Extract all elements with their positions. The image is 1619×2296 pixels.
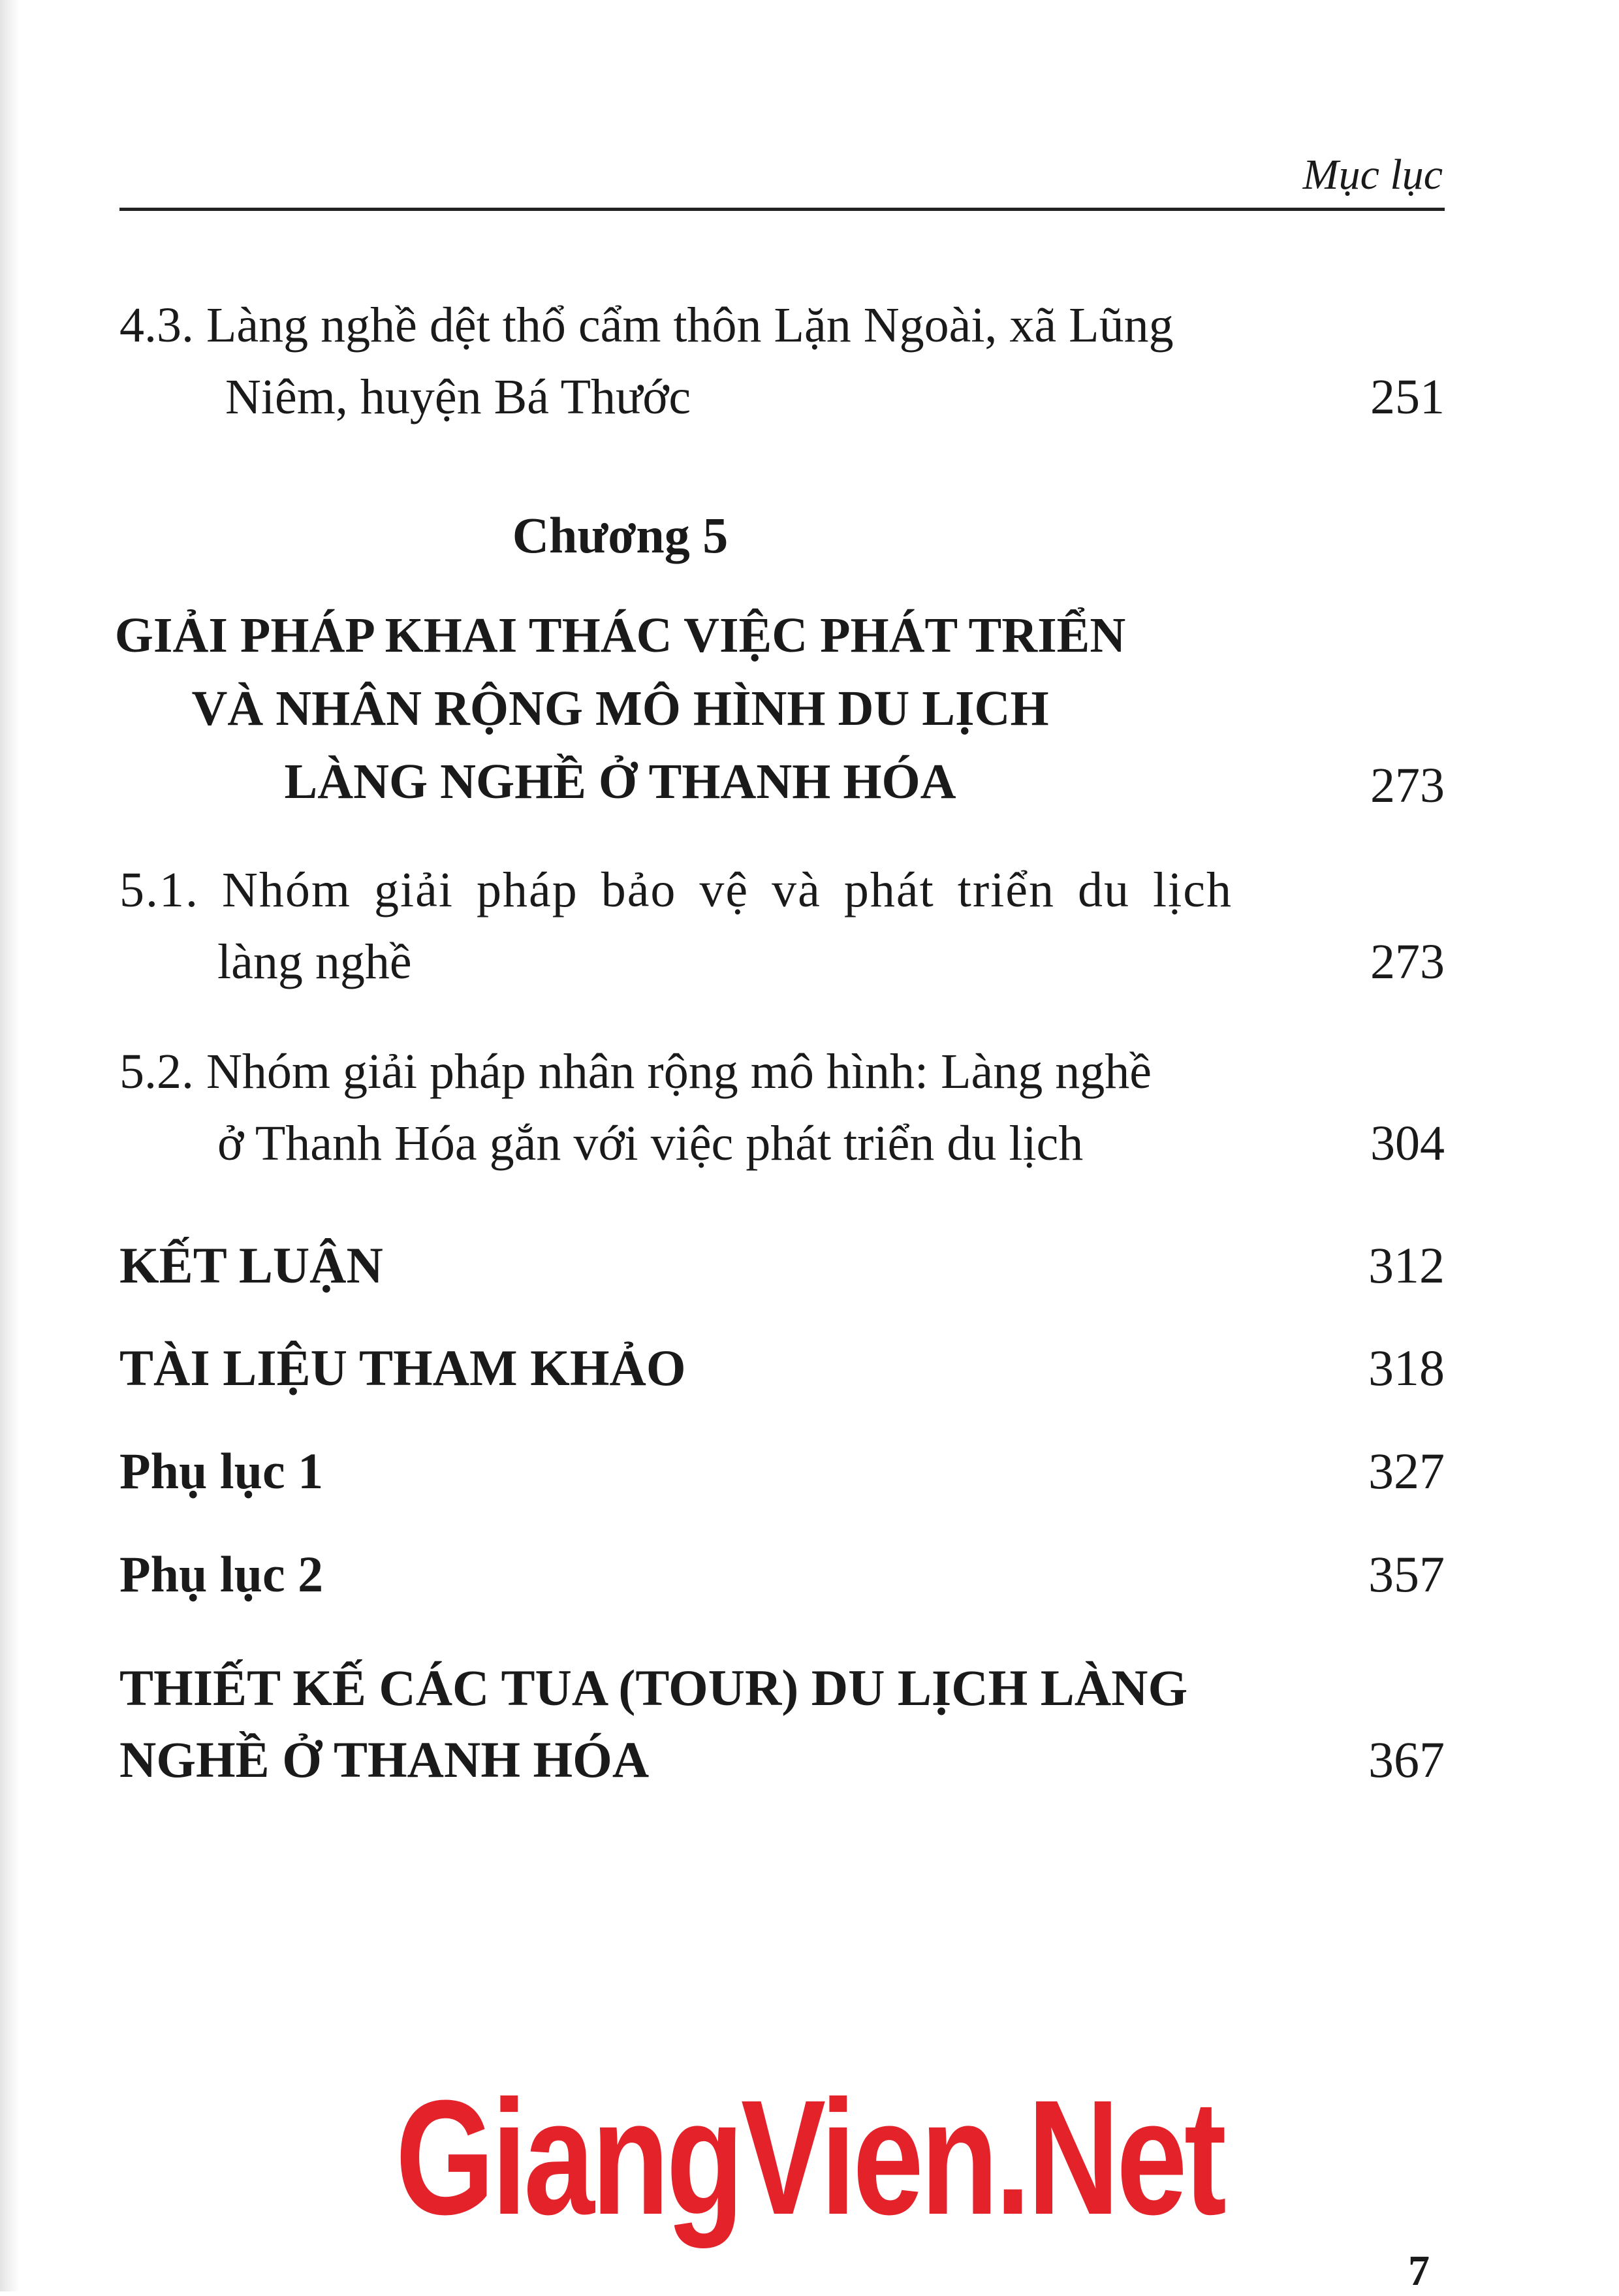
toc-entry-4-3[interactable]: [119, 297, 1445, 441]
toc-page-number: 304: [1370, 1116, 1445, 1171]
chapter-title-line: VÀ NHÂN RỘNG MÔ HÌNH DU LỊCH: [191, 681, 1049, 736]
toc-entry-text: 5.1. Nhóm giải pháp bảo vệ và phát triển du lịch: [119, 863, 1233, 917]
toc-entry-text: Niêm, huyện Bá Thước: [225, 370, 691, 424]
page-number: 7: [1408, 2247, 1430, 2295]
toc-entry-thiet-ke[interactable]: [119, 1659, 1445, 1802]
chapter-title-line: GIẢI PHÁP KHAI THÁC VIỆC PHÁT TRIỂN: [114, 608, 1126, 663]
toc-entry-text: Phụ lục 1: [119, 1443, 324, 1499]
toc-entry-5-2[interactable]: [119, 1044, 1445, 1187]
toc-page-number: 312: [1368, 1237, 1445, 1294]
toc-entry-text: ở Thanh Hóa gắn với việc phát triển du lịch: [217, 1116, 1084, 1171]
toc-page-number: 367: [1368, 1731, 1445, 1788]
toc-entry-text: NGHỀ Ở THANH HÓA: [119, 1731, 650, 1788]
toc-entry-ket-luan[interactable]: [119, 1236, 1445, 1308]
toc-page-number: 273: [1370, 934, 1445, 989]
toc-entry-text: THIẾT KẾ CÁC TUA (TOUR) DU LỊCH LÀNG: [119, 1659, 1188, 1716]
toc-page-number: 251: [1370, 370, 1445, 424]
toc-entry-5-1[interactable]: [119, 862, 1445, 1006]
toc-page-number: 327: [1368, 1443, 1445, 1499]
toc-entry-chapter-5[interactable]: [119, 757, 1445, 829]
toc-page-number: 273: [1370, 758, 1445, 813]
toc-entry-text: 5.2. Nhóm giải pháp nhân rộng mô hình: Làng nghề: [119, 1044, 1152, 1099]
running-head: Mục lục: [1302, 151, 1443, 199]
toc-entry-text: KẾT LUẬN: [119, 1237, 383, 1294]
chapter-title-line: LÀNG NGHỀ Ở THANH HÓA: [284, 754, 956, 809]
toc-entry-text: 4.3. Làng nghề dệt thổ cẩm thôn Lặn Ngoài, xã Lũng: [119, 298, 1174, 353]
toc-entry-text: làng nghề: [217, 934, 412, 989]
toc-entry-phu-luc-2[interactable]: [119, 1545, 1445, 1617]
watermark-logo: GiangVien.Net: [395, 2066, 1224, 2248]
chapter-label: Chương 5: [512, 507, 729, 564]
toc-entry-text: TÀI LIỆU THAM KHẢO: [119, 1339, 686, 1396]
toc-entry-text: Phụ lục 2: [119, 1546, 324, 1602]
header-rule: [119, 208, 1445, 211]
page-edge-shadow: [0, 0, 20, 2291]
toc-page-number: 357: [1368, 1546, 1445, 1602]
toc-entry-tai-lieu[interactable]: [119, 1339, 1445, 1411]
toc-page-number: 318: [1368, 1339, 1445, 1396]
toc-entry-phu-luc-1[interactable]: [119, 1442, 1445, 1514]
